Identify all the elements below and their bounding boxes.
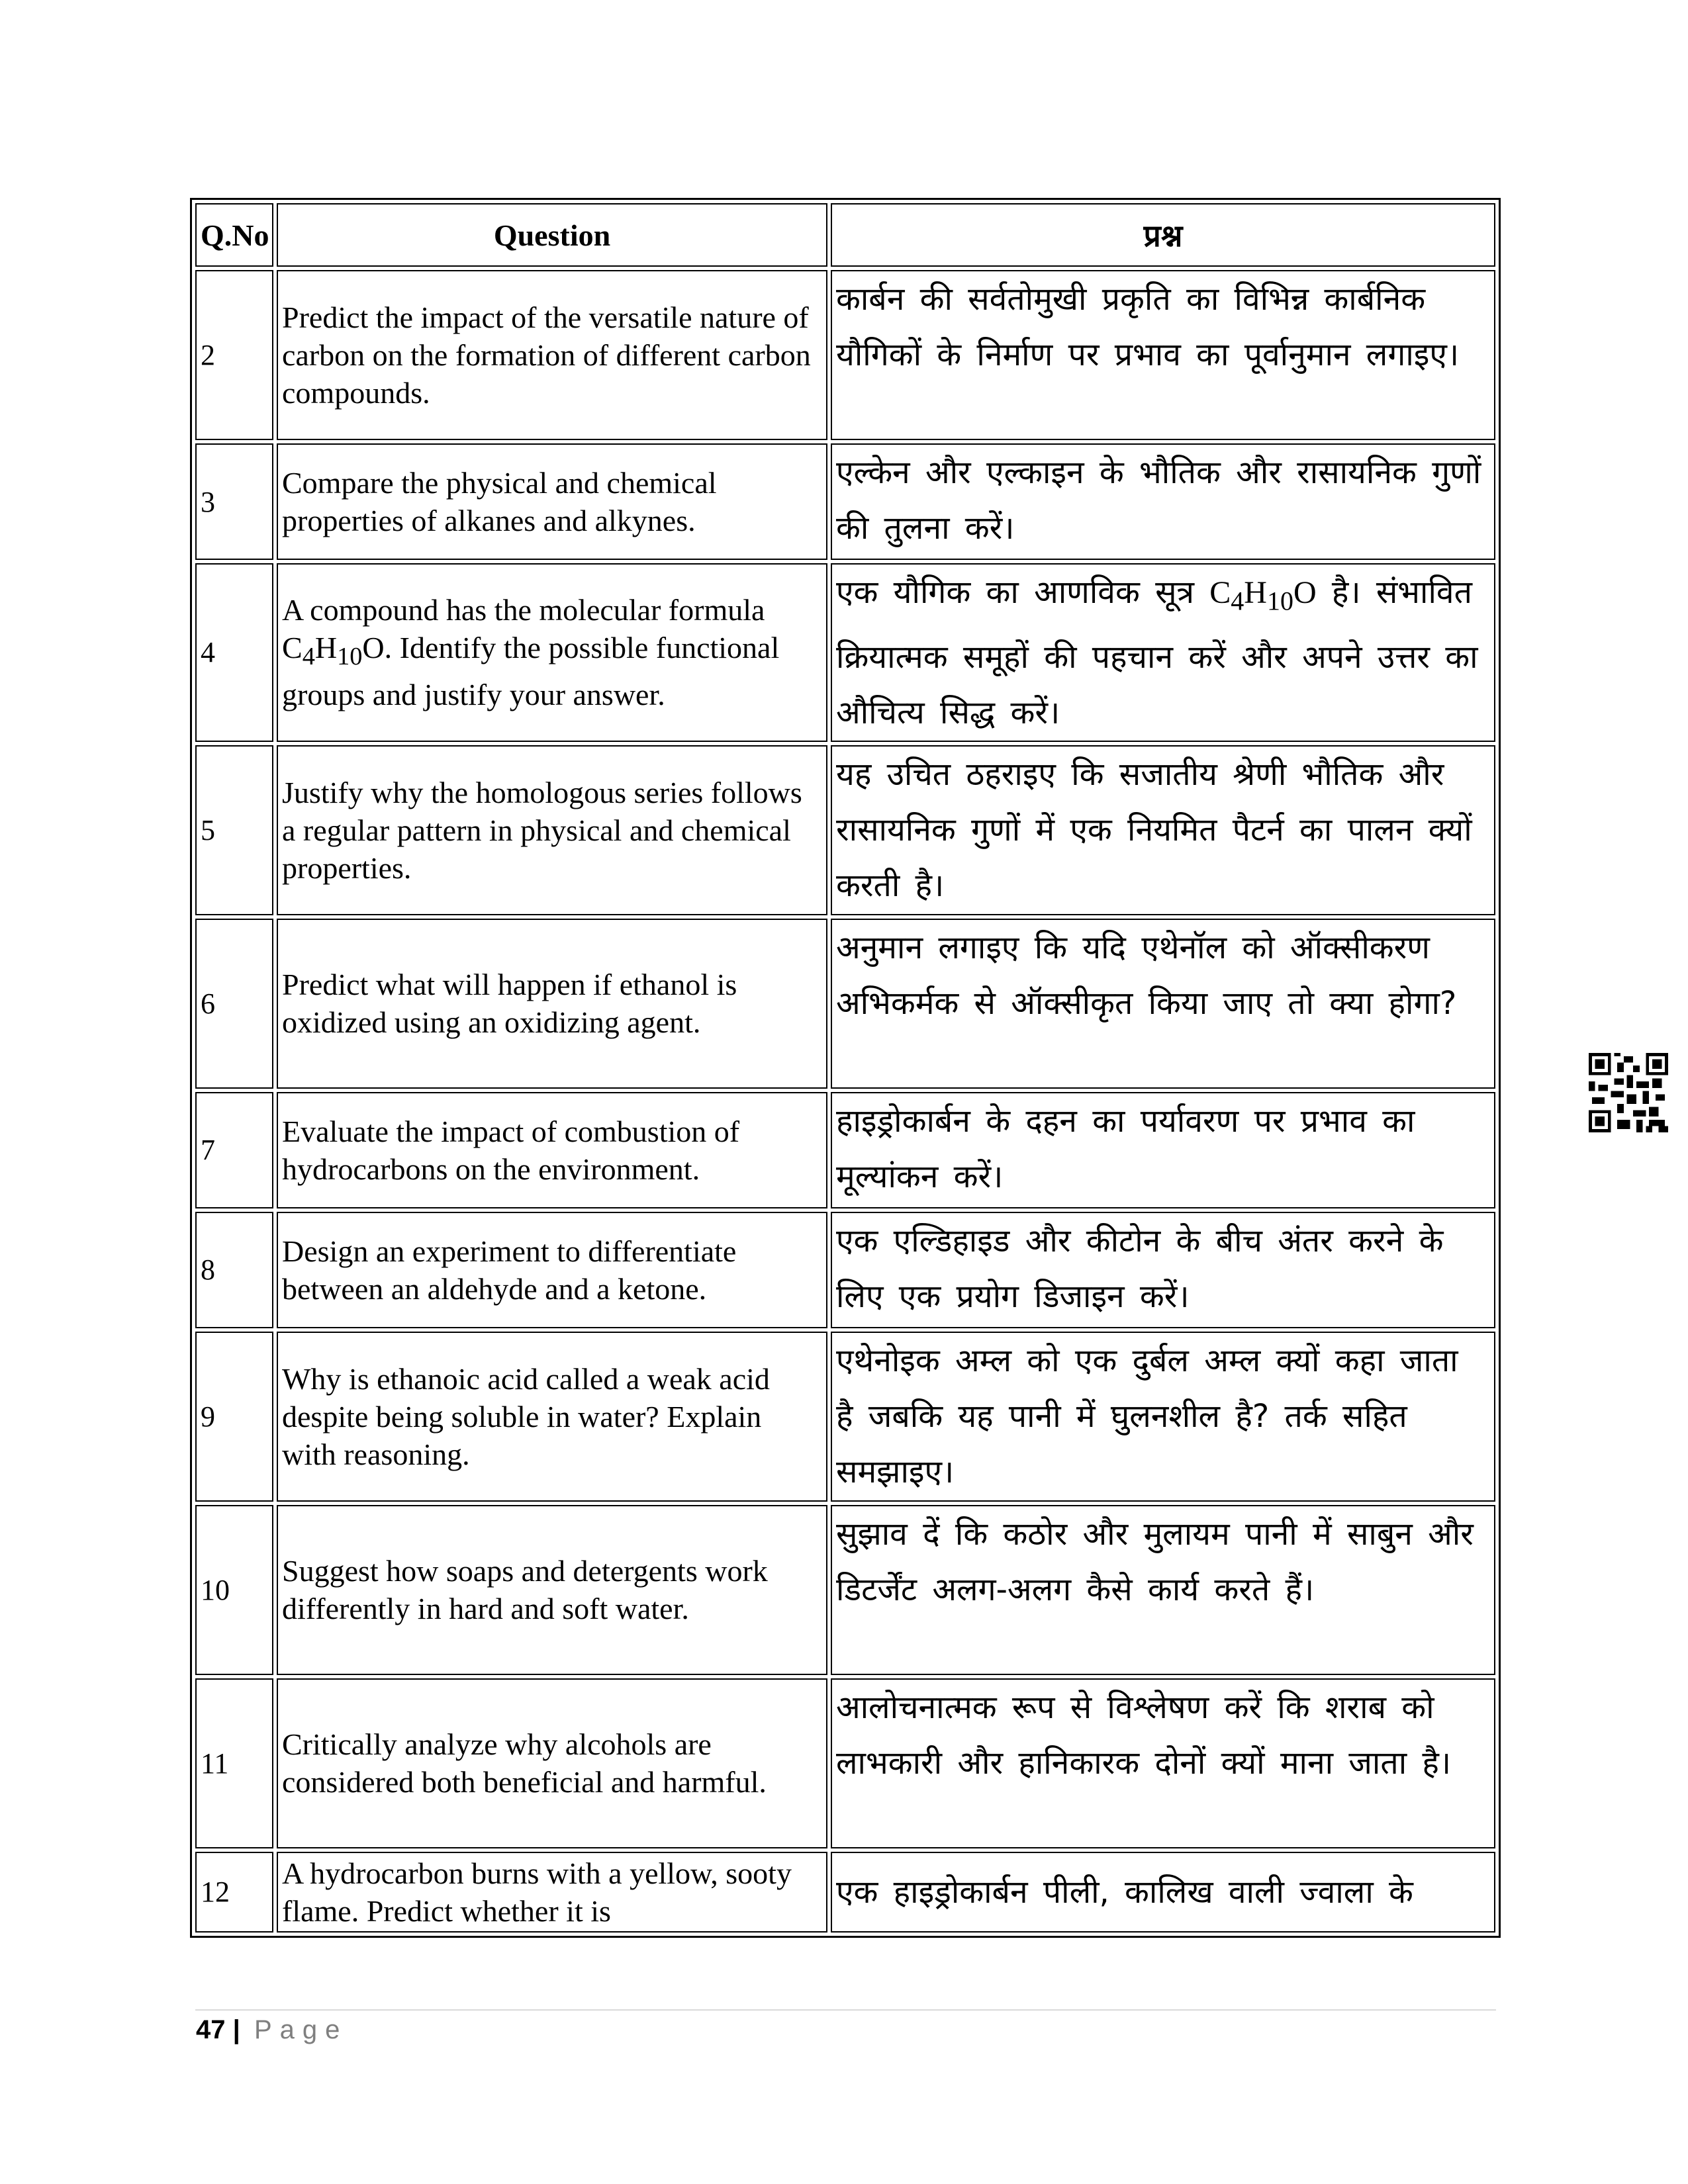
question-number: 3 <box>195 443 273 560</box>
question-hindi: एक हाइड्रोकार्बन पीली, कालिख वाली ज्वाला के <box>831 1852 1495 1933</box>
question-number: 5 <box>195 745 273 915</box>
question-number: 10 <box>195 1505 273 1675</box>
table-header-row <box>195 203 1495 267</box>
question-hindi: आलोचनात्मक रूप से विश्लेषण करें कि शराब को लाभकारी और हानिकारक दोनों क्यों माना जाता है। <box>831 1678 1495 1848</box>
question-hindi: कार्बन की सर्वतोमुखी प्रकृति का विभिन्न कार्बनिक यौगिकों के निर्माण पर प्रभाव का पूर्वानुमान लगाइए। <box>831 270 1495 440</box>
question-number: 4 <box>195 563 273 742</box>
header-qno: Q.No <box>195 203 273 267</box>
table-row <box>195 919 1495 1089</box>
question-english <box>277 563 827 742</box>
text: . Identify the possible functional groups and justify your answer. <box>282 631 780 712</box>
question-hindi: एक एल्डिहाइड और कीटोन के बीच अंतर करने के लिए एक प्रयोग डिजाइन करें। <box>831 1212 1495 1328</box>
formula-h: H <box>1244 575 1267 610</box>
table-row <box>195 443 1495 560</box>
question-english: Justify why the homologous series follows a regular pattern in physical and chemical properties. <box>277 745 827 915</box>
question-english: A hydrocarbon burns with a yellow, sooty flame. Predict whether it is <box>277 1852 827 1933</box>
question-english: Why is ethanoic acid called a weak acid despite being soluble in water? Explain with reasoning. <box>277 1332 827 1502</box>
qr-code-icon <box>1587 1053 1669 1132</box>
question-number: 8 <box>195 1212 273 1328</box>
text: एक यौगिक का आणविक सूत्र <box>836 574 1210 611</box>
question-english: Design an experiment to differentiate between an aldehyde and a ketone. <box>277 1212 827 1328</box>
question-number: 7 <box>195 1092 273 1208</box>
formula <box>1209 575 1317 616</box>
table-row <box>195 1212 1495 1328</box>
question-number: 12 <box>195 1852 273 1933</box>
question-english: Critically analyze why alcohols are considered both beneficial and harmful. <box>277 1678 827 1848</box>
table-row <box>195 1678 1495 1848</box>
table-row <box>195 1505 1495 1675</box>
question-english: Predict what will happen if ethanol is oxidized using an oxidizing agent. <box>277 919 827 1089</box>
question-hindi: यह उचित ठहराइए कि सजातीय श्रेणी भौतिक और रासायनिक गुणों में एक नियमित पैटर्न का पालन क्यों करती है। <box>831 745 1495 915</box>
formula-h: H <box>314 631 338 665</box>
question-number: 6 <box>195 919 273 1089</box>
header-hindi: प्रश्न <box>831 203 1495 267</box>
table-row <box>195 745 1495 915</box>
question-number: 11 <box>195 1678 273 1848</box>
table-row <box>195 1852 1495 1933</box>
footer-divider <box>195 2009 1496 2011</box>
question-hindi: एल्केन और एल्काइन के भौतिक और रासायनिक गुणों की तुलना करें। <box>831 443 1495 560</box>
question-english: Suggest how soaps and detergents work differently in hard and soft water. <box>277 1505 827 1675</box>
question-hindi <box>831 563 1495 742</box>
table-row <box>195 563 1495 742</box>
question-english: Compare the physical and chemical properties of alkanes and alkynes. <box>277 443 827 560</box>
footer-separator: | <box>232 2015 240 2044</box>
question-english: Evaluate the impact of combustion of hydrocarbons on the environment. <box>277 1092 827 1208</box>
question-number: 2 <box>195 270 273 440</box>
formula-c: C <box>282 631 303 665</box>
question-hindi: हाइड्रोकार्बन के दहन का पर्यावरण पर प्रभाव का मूल्यांकन करें। <box>831 1092 1495 1208</box>
question-hindi: एथेनोइक अम्ल को एक दुर्बल अम्ल क्यों कहा जाता है जबकि यह पानी में घुलनशील है? तर्क सहित समझाइए। <box>831 1332 1495 1502</box>
formula-o: O <box>1293 575 1317 610</box>
question-hindi: अनुमान लगाइए कि यदि एथेनॉल को ऑक्सीकरण अभिकर्मक से ऑक्सीकृत किया जाए तो क्या होगा? <box>831 919 1495 1089</box>
page-footer <box>196 2015 348 2045</box>
questions-table <box>190 198 1501 1938</box>
table-row <box>195 1092 1495 1208</box>
question-hindi: सुझाव दें कि कठोर और मुलायम पानी में साबुन और डिटर्जेंट अलग-अलग कैसे कार्य करते हैं। <box>831 1505 1495 1675</box>
page-number: 47 <box>196 2015 226 2044</box>
formula-c: C <box>1209 575 1231 610</box>
formula-h-sub: 10 <box>337 643 363 671</box>
table-row <box>195 1332 1495 1502</box>
header-question: Question <box>277 203 827 267</box>
formula <box>282 631 385 671</box>
formula-o: O <box>362 631 385 665</box>
text: A compound has the molecular formula <box>282 593 765 627</box>
question-number: 9 <box>195 1332 273 1502</box>
formula-h-sub: 10 <box>1266 586 1293 616</box>
page-label: Page <box>254 2015 348 2044</box>
formula-c-sub: 4 <box>1231 586 1244 616</box>
text: है। संभावित क्रियात्मक समूहों की पहचान करें और अपने उत्तर का औचित्य सिद्ध करें। <box>836 574 1478 731</box>
question-english: Predict the impact of the versatile nature of carbon on the formation of different carbon compounds. <box>277 270 827 440</box>
formula-c-sub: 4 <box>302 643 315 671</box>
table-row <box>195 270 1495 440</box>
